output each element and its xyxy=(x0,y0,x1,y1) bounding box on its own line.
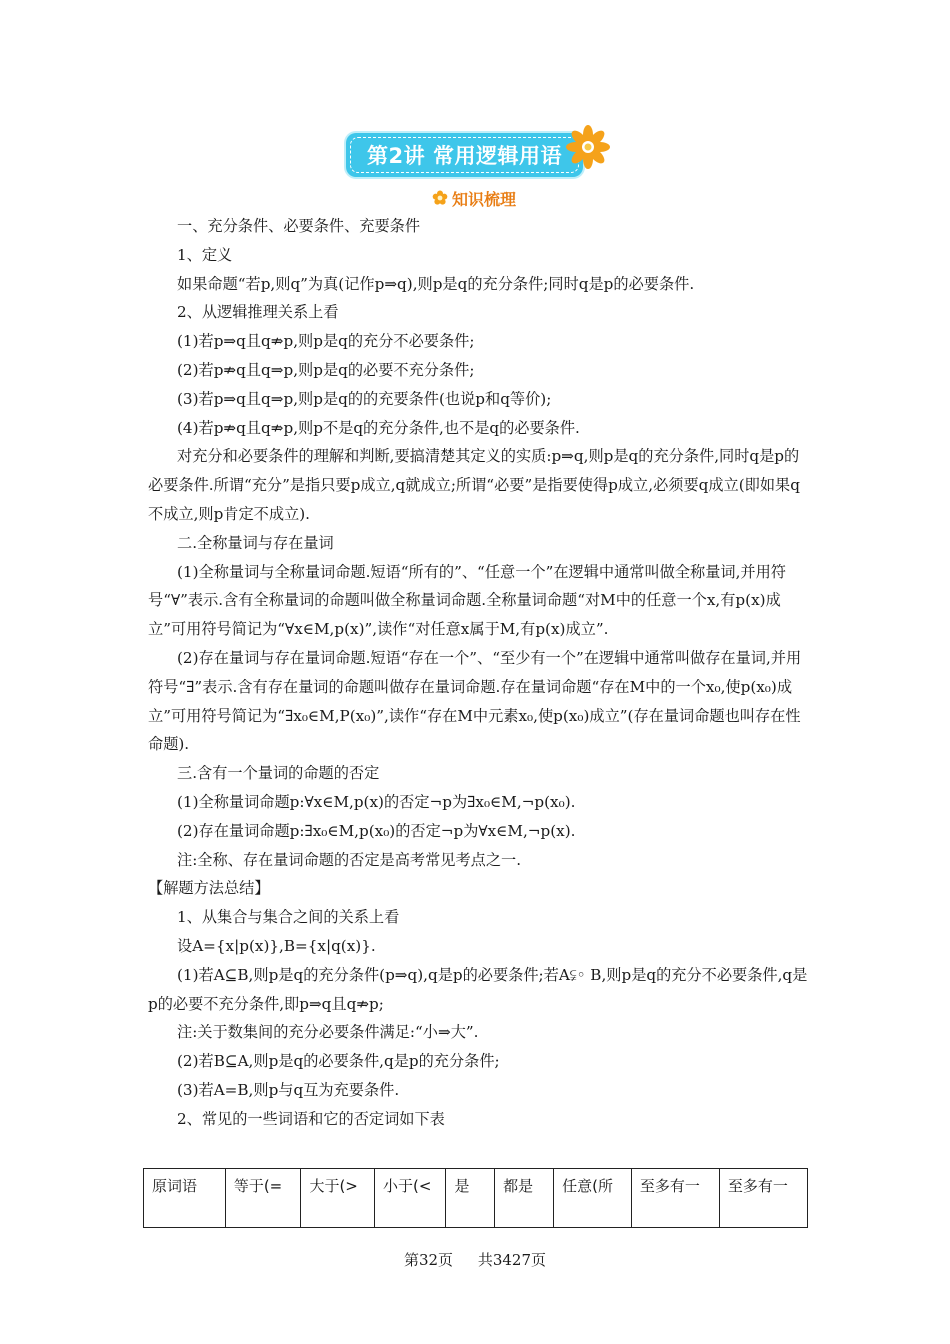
table-cell: 大于(> xyxy=(301,1169,375,1228)
table-cell: 至多有一 xyxy=(719,1169,807,1228)
section-heading-2: 二.全称量词与存在量词 xyxy=(177,533,334,552)
list-item: (1)全称量词命题p:∀x∈M,p(x)的否定¬p为∃x₀∈M,¬p(x₀). xyxy=(177,792,576,811)
subheading-sets: 1、从集合与集合之间的关系上看 xyxy=(177,908,400,927)
table-cell: 都是 xyxy=(495,1169,554,1228)
list-item: (1)若p⇒q且q⇏p,则p是q的充分不必要条件; xyxy=(177,332,475,351)
subheading-negation-table: 2、常见的一些词语和它的否定词如下表 xyxy=(177,1109,445,1128)
table-cell: 原词语 xyxy=(144,1169,226,1228)
table-row xyxy=(144,1169,808,1228)
table-cell: 至多有一 xyxy=(631,1169,719,1228)
document-body xyxy=(148,212,810,1134)
page-footer xyxy=(0,1249,950,1270)
paragraph-definition: 如果命题“若p,则q”为真(记作p⇒q),则p是q的充分条件;同时q是p的必要条件. xyxy=(177,274,695,293)
section-heading-3: 三.含有一个量词的命题的否定 xyxy=(177,764,380,783)
section-heading-1: 一、充分条件、必要条件、充要条件 xyxy=(177,217,420,235)
paragraph-existential: (2)存在量词与存在量词命题.短语“存在一个”、“至少有一个”在逻辑中通常叫做存在量词,并用符号“∃”表示.含有存在量词的命题叫做存在量词命题.存在量词命题“存在M中的一个x₀,使p(x₀)成立”可用符号简记为“∃x₀∈M,P(x₀)”,读作“存在M中元素x₀,使p(x₀)成立”(存在量词命题也叫存在性命题). xyxy=(148,648,802,754)
small-flower-icon xyxy=(432,190,448,206)
table-cell: 是 xyxy=(446,1169,495,1228)
list-item: (2)若p⇏q且q⇒p,则p是q的必要不充分条件; xyxy=(177,360,475,379)
page-number: 第32页 xyxy=(403,1251,454,1269)
table-cell: 小于(< xyxy=(374,1169,445,1228)
table-cell: 等于(= xyxy=(225,1169,301,1228)
lecture-title-banner xyxy=(346,133,583,177)
subheading-text: 知识梳理 xyxy=(452,189,517,209)
method-summary-heading: 【解题方法总结】 xyxy=(148,879,270,898)
subheading-definition: 1、定义 xyxy=(177,245,233,264)
paragraph-understanding: 对充分和必要条件的理解和判断,要搞清楚其定义的实质:p⇒q,则p是q的充分条件,同时q是p的必要条件.所谓“充分”是指只要p成立,q就成立;所谓“必要”是指要使得p成立,必须要q成立(即如果q不成立,则p肯定不成立). xyxy=(148,447,800,523)
lecture-title: 第2讲 常用逻辑用语 xyxy=(367,144,562,168)
table-cell: 任意(所 xyxy=(554,1169,632,1228)
list-item: (3)若p⇒q且q⇒p,则p是q的的充要条件(也说p和q等价); xyxy=(177,389,552,408)
set-definition: 设A={x|p(x)},B={x|q(x)}. xyxy=(177,936,376,955)
list-item: (2)若B⊆A,则p是q的必要条件,q是p的充分条件; xyxy=(177,1052,500,1071)
section-subheading xyxy=(432,186,516,210)
flower-icon xyxy=(565,124,611,170)
list-item: (1)若A⊆B,则p是q的充分条件(p⇒q),q是p的必要条件;若A⫋◦ B,则p是q的充分不必要条件,q是p的必要不充分条件,即p⇒q且q⇏p; xyxy=(148,965,808,1013)
paragraph-universal: (1)全称量词与全称量词命题.短语“所有的”、“任意一个”在逻辑中通常叫做全称量词,并用符号“∀”表示.含有全称量词的命题叫做全称量词命题.全称量词命题“对M中的任意一个x,有p(x)成立”可用符号简记为“∀x∈M,p(x)”,读作“对任意x属于M,有p(x)成立”. xyxy=(148,562,786,639)
note: 注:关于数集间的充分必要条件满足:“小⇒大”. xyxy=(177,1023,479,1042)
total-pages: 共3427页 xyxy=(477,1251,547,1269)
list-item: (4)若p⇏q且q⇏p,则p不是q的充分条件,也不是q的必要条件. xyxy=(177,418,580,437)
negation-words-table xyxy=(143,1168,808,1228)
list-item: (2)存在量词命题p:∃x₀∈M,p(x₀)的否定¬p为∀x∈M,¬p(x). xyxy=(177,821,576,840)
subheading-logic: 2、从逻辑推理关系上看 xyxy=(177,303,339,322)
list-item: (3)若A=B,则p与q互为充要条件. xyxy=(177,1080,400,1099)
note: 注:全称、存在量词命题的否定是高考常见考点之一. xyxy=(177,850,522,869)
